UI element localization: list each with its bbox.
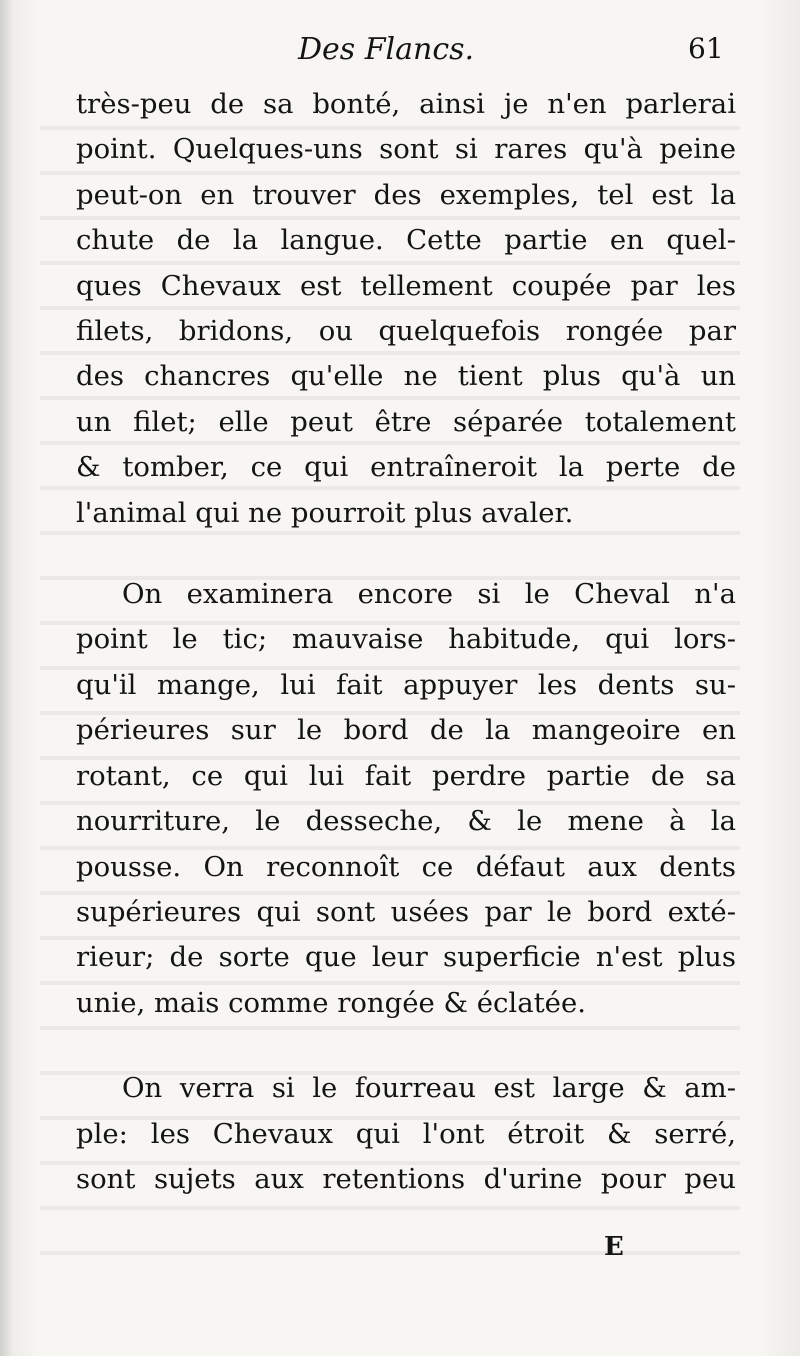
text-line: ple: les Chevaux qui l'ont étroit & serré, (76, 1117, 736, 1150)
text-line: rieur; de sorte que leur superficie n'est plus (76, 941, 736, 974)
text-line: unie, mais comme rongée & éclatée. (76, 986, 586, 1019)
page-header (0, 28, 800, 78)
text-line: & tomber, ce qui entraîneroit la perte de (76, 451, 736, 484)
body-text (76, 82, 736, 1202)
text-line: très-peu de sa bonté, ainsi je n'en parlerai (76, 88, 736, 120)
text-line: On verra si le fourreau est large & am- (122, 1072, 736, 1105)
page-number: 61 (688, 32, 724, 65)
text-line: chute de la langue. Cette partie en quel- (76, 224, 736, 257)
text-line: On examinera encore si le Cheval n'a (122, 578, 736, 611)
text-line: sont sujets aux retentions d'urine pour peu (76, 1162, 736, 1195)
text-line: point. Quelques-uns sont si rares qu'à peine (76, 133, 736, 166)
text-line: l'animal qui ne pourroit plus avaler. (76, 496, 574, 529)
text-line: nourriture, le desseche, & le mene à la (76, 805, 736, 838)
text-line: point le tic; mauvaise habitude, qui lors- (76, 623, 736, 656)
text-line: qu'il mange, lui fait appuyer les dents su- (76, 668, 736, 701)
text-line: filets, bridons, ou quelquefois rongée par (76, 315, 736, 348)
paragraph-1 (76, 82, 736, 536)
text-line: périeures sur le bord de la mangeoire en (76, 714, 736, 747)
text-line: un filet; elle peut être séparée totalement (76, 405, 736, 438)
running-title: Des Flancs. (298, 32, 475, 67)
signature-mark: E (604, 1232, 624, 1262)
text-line: ques Chevaux est tellement coupée par les (76, 269, 736, 302)
text-line: peut-on en trouver des exemples, tel est la (76, 178, 736, 211)
text-line: supérieures qui sont usées par le bord exté- (76, 895, 736, 928)
paragraph-3 (76, 1066, 736, 1202)
paragraph-2 (76, 572, 736, 1026)
page-gutter-edge (0, 0, 14, 1356)
text-line: rotant, ce qui lui fait perdre partie de sa (76, 759, 736, 792)
text-line: pousse. On reconnoît ce défaut aux dents (76, 850, 736, 883)
text-line: des chancres qu'elle ne tient plus qu'à un (76, 360, 736, 393)
